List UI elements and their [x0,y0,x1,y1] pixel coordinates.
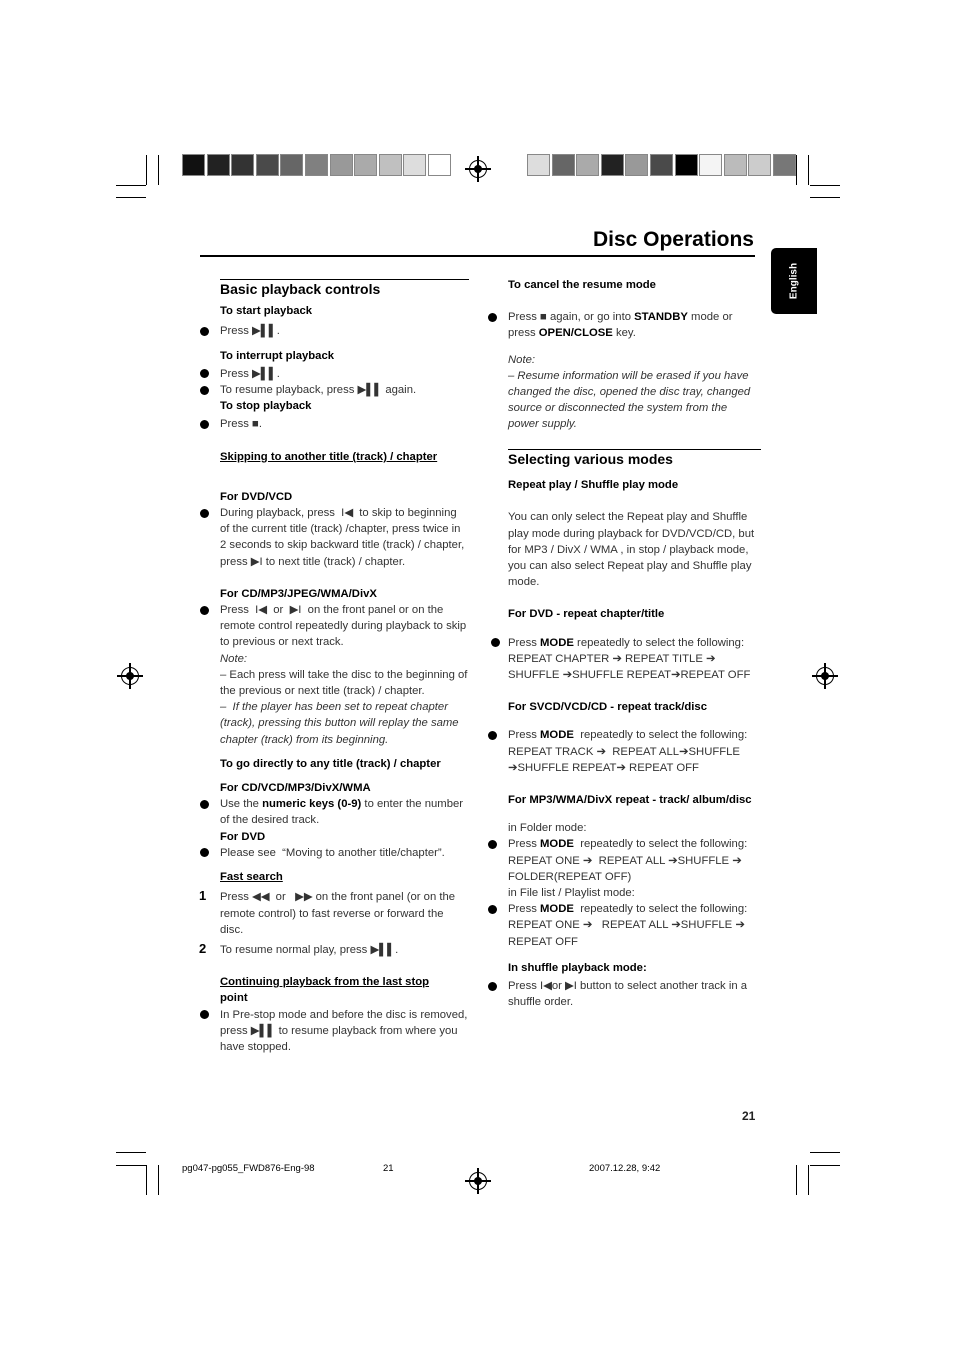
color-swatch [576,154,599,176]
bullet-icon [200,848,209,857]
list-item [220,416,468,432]
bullet-icon [488,313,497,322]
color-swatch [354,154,377,176]
footer-page: 21 [383,1163,394,1174]
bullet-icon [200,800,209,809]
step-number: 2 [199,940,207,956]
list-item [220,505,468,570]
list-item [220,602,468,651]
list-item-text: Press ▶▌▌. [220,367,280,380]
list-item [508,309,761,341]
color-swatch [280,154,303,176]
bullet-icon [488,731,497,740]
subheading-continue: Continuing playback from the last stop point [220,976,430,1005]
note-text: – Resume information will be erased if you have changed the disc, opened the disc tray, changed source or disconnected the system from the power supply. [508,369,751,431]
list-item-text: Press MODE repeatedly to select the following: REPEAT TRACK ➔ REPEAT ALL➔SHUFFLE ➔SHUFFLE REPEAT➔ REPEAT OFF [508,729,748,774]
section-title-modes: Selecting various modes [508,451,673,467]
crop-mark [116,1152,146,1153]
subheading-direct: To go directly to any title (track) / chapter [220,757,441,770]
footer-file: pg047-pg055_FWD876-Eng-98 [182,1163,315,1174]
crop-mark [116,1165,146,1166]
crop-mark [116,185,146,186]
color-calibration-bar-left [182,154,453,176]
right-column [508,277,761,433]
color-swatch [403,154,426,176]
note-text: – Each press will take the disc to the beginning of the previous or next title (track) / chapter. [220,668,468,698]
list-item [508,901,761,950]
crop-mark [810,1152,840,1153]
list-item-text: Please see “Moving to another title/chapter”. [220,846,445,859]
list-item-text: Press ◀◀ or ▶▶ on the front panel (or on the remote control) to fast reverse or forward the disc. [220,891,456,936]
note-text: – If the player has been set to repeat chapter (track), pressing this button will replay the same chapter (track) from its beginning. [220,701,459,746]
bullet-icon [200,386,209,395]
crop-mark [158,1165,159,1195]
section-rule [508,449,761,450]
list-item-text: Press ■. [220,418,262,431]
left-column [199,281,468,1055]
color-swatch [182,154,205,176]
color-swatch [724,154,747,176]
color-swatch [699,154,722,176]
crop-mark [808,1165,809,1195]
section-title-basic: Basic playback controls [220,281,381,297]
color-swatch [625,154,648,176]
page-number: 21 [742,1109,756,1123]
crop-mark [146,155,147,185]
language-tab [771,248,817,314]
crop-mark [158,155,159,185]
right-column-modes [508,451,761,1010]
color-swatch [305,154,328,176]
list-item-text: Press MODE repeatedly to select the following: REPEAT CHAPTER ➔ REPEAT TITLE ➔ SHUFFLE ➔SHUFFLE REPEAT➔REPEAT OFF [508,636,751,682]
color-swatch [379,154,402,176]
footer-datetime: 2007.12.28, 9:42 [589,1163,661,1174]
subheading-svcd-repeat: For SVCD/VCD/CD - repeat track/disc [508,701,708,714]
bullet-icon [200,420,209,429]
list-item-text: To resume normal play, press ▶▌▌. [220,943,399,956]
list-item [508,727,761,776]
registration-mark-icon [121,667,139,685]
subheading-cd-vcd: For CD/VCD/MP3/DivX/WMA [220,782,371,795]
subheading-dvd-repeat: For DVD - repeat chapter/title [508,608,665,621]
subheading-cancel-resume: To cancel the resume mode [508,279,656,291]
color-swatch [231,154,254,176]
bullet-icon [200,369,209,378]
bullet-icon [200,327,209,336]
color-swatch [650,154,673,176]
bullet-icon [200,606,209,615]
list-item-text: Press ▶▌▌. [220,325,280,338]
note-label: Note: [220,652,248,665]
subheading-interrupt: To interrupt playback [220,349,335,362]
list-item-text: Press ■ again, or go into STANDBY mode or press OPEN/CLOSE key. [508,311,733,340]
color-swatch [675,154,698,176]
bullet-icon [200,509,209,518]
mode-label: in File list / Playlist mode: [508,887,635,900]
bullet-icon [200,1010,209,1019]
list-item [199,940,468,958]
mode-label: in Folder mode: [508,822,587,835]
subheading-dvd-vcd: For DVD/VCD [220,490,293,503]
crop-mark [810,1165,840,1166]
paragraph: You can only select the Repeat play and Shuffle play mode during playback for DVD/VCD/CD, but for MP3 / DivX / WMA , in stop / playback mode, you can also select Repeat play and Shuffle play mode. [508,511,755,589]
subheading-shuffle-playback: In shuffle playback mode: [508,961,647,974]
color-swatch [773,154,796,176]
note-label: Note: [508,353,536,366]
registration-mark-icon [469,160,487,178]
list-item [220,382,468,398]
list-item-text: To resume playback, press ▶▌▌ again. [220,384,417,397]
list-item [199,888,468,938]
section-rule [220,279,469,280]
color-swatch [748,154,771,176]
color-calibration-bar-right [527,154,798,176]
color-swatch [601,154,624,176]
list-item-text: Press MODE repeatedly to select the following: REPEAT ONE ➔ REPEAT ALL ➔SHUFFLE ➔ REPEAT OFF [508,903,748,948]
color-swatch [428,154,451,176]
color-swatch [527,154,550,176]
crop-mark [116,197,146,198]
crop-mark [796,1165,797,1195]
bullet-icon [491,638,500,647]
step-number: 1 [199,888,207,904]
crop-mark [146,1165,147,1195]
subheading-repeat-shuffle: Repeat play / Shuffle play mode [508,479,679,492]
crop-mark [810,197,840,198]
list-item [220,366,468,382]
subheading-start: To start playback [220,305,313,318]
color-swatch [207,154,230,176]
crop-mark [810,185,840,186]
subheading-skip: Skipping to another title (track) / chapter [220,450,438,463]
list-item [220,796,468,828]
bullet-icon [488,840,497,849]
list-item-text: Press MODE repeatedly to select the following: REPEAT ONE ➔ REPEAT ALL ➔SHUFFLE ➔ FOLDER(REPEAT OFF) [508,838,748,883]
subheading-mp3-repeat: For MP3/WMA/DivX repeat - track/ album/disc [508,794,752,807]
bullet-icon [488,982,497,991]
color-swatch [256,154,279,176]
color-swatch [552,154,575,176]
list-item [508,836,761,885]
list-item [508,978,761,1010]
subheading-for-dvd: For DVD [220,830,266,843]
list-item-text: In Pre-stop mode and before the disc is removed, press ▶▌▌ to resume playback from where you have stopped. [220,1008,468,1053]
language-tab-label: English [788,262,800,300]
list-item [220,845,468,861]
subheading-stop: To stop playback [220,400,312,413]
title-rule [200,255,755,257]
list-item [508,635,761,684]
list-item [220,323,468,339]
list-item [220,1007,468,1056]
crop-mark [808,155,809,185]
list-item-text: Press I◀or ▶I button to select another track in a shuffle order. [508,980,748,1009]
page-title: Disc Operations [592,228,754,251]
registration-mark-icon [469,1172,487,1190]
subheading-cd-mp3: For CD/MP3/JPEG/WMA/DivX [220,587,377,600]
list-item-text: Press I◀ or ▶I on the front panel or on the remote control repeatedly during playback to skip to previous or next track. [220,604,467,649]
list-item-text: Use the numeric keys (0-9) to enter the number of the desired track. [220,798,464,827]
list-item-text: During playback, press I◀ to skip to beginning of the current title (track) /chapter, press twice in 2 seconds to skip backward title (track) / chapter, press ▶I to next title (track) / chapter. [220,507,465,568]
subheading-fast-search: Fast search [220,871,283,884]
registration-mark-icon [816,667,834,685]
color-swatch [330,154,353,176]
bullet-icon [488,905,497,914]
